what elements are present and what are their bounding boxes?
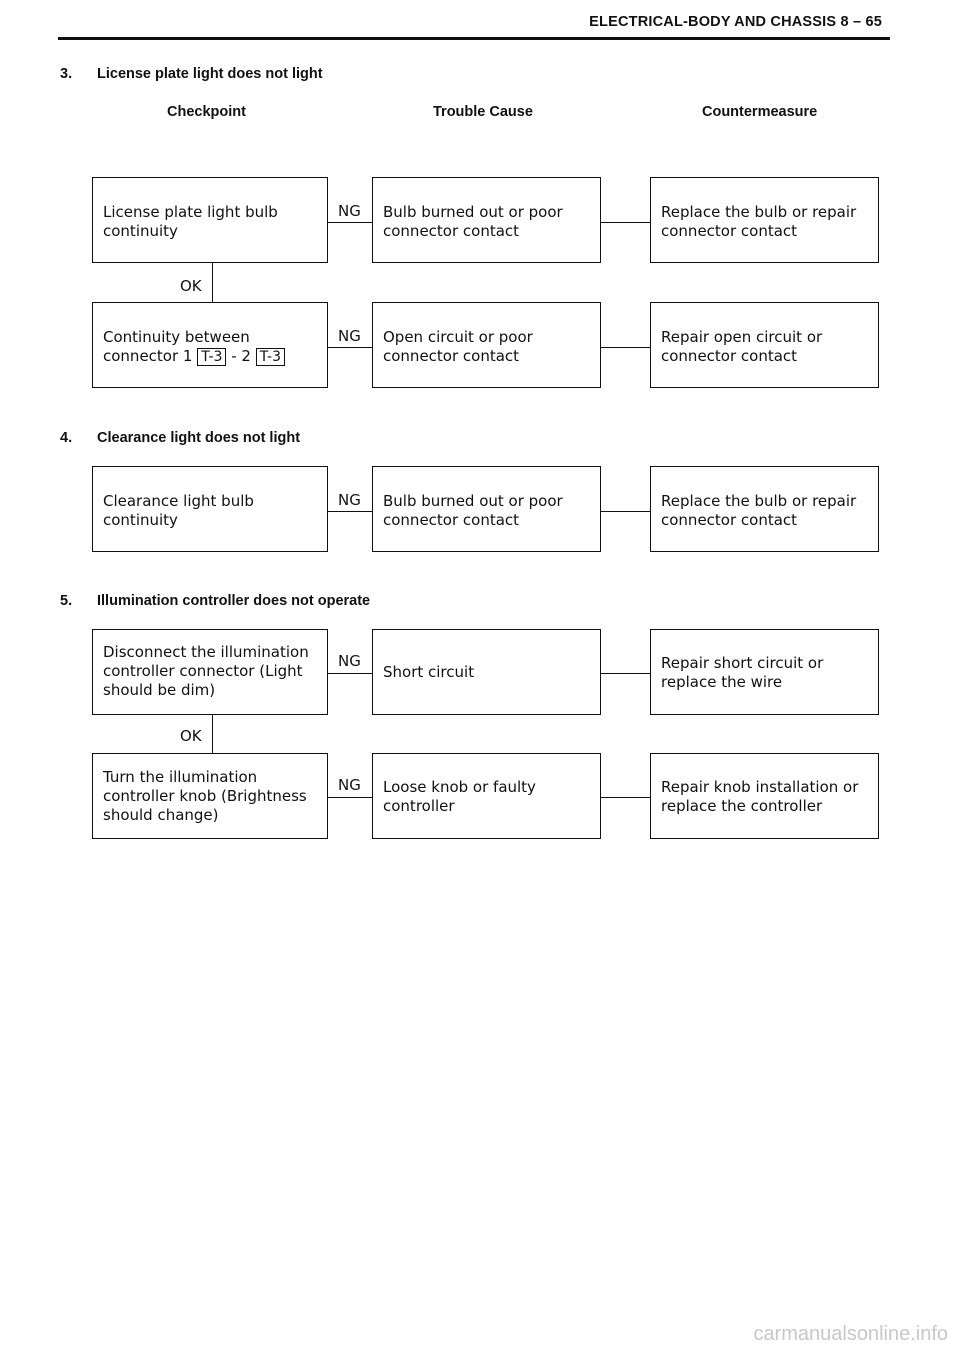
checkpoint-text: Disconnect the illumination controller connector (Light should be dim) — [103, 643, 309, 699]
column-countermeasure: Countermeasure — [702, 104, 818, 120]
section-number: 5. — [60, 593, 73, 609]
checkpoint-text: Turn the illumination controller knob (Brightness should change) — [103, 768, 307, 824]
checkpoint-box — [92, 466, 328, 552]
trouble-cause-text: Bulb burned out or poor connector contact — [383, 492, 563, 529]
section-number: 3. — [60, 66, 73, 82]
trouble-cause-text: Short circuit — [383, 663, 475, 681]
ng-connector-line — [327, 797, 373, 798]
countermeasure-box — [650, 302, 879, 388]
ok-connector-line — [212, 262, 213, 303]
ng-label: NG — [338, 327, 361, 345]
ng-label: NG — [338, 652, 361, 670]
trouble-cause-box — [372, 466, 601, 552]
ng-connector-line — [327, 347, 373, 348]
checkpoint-text — [103, 328, 321, 366]
section-title-text: License plate light does not light — [97, 66, 323, 82]
connector-code: T-3 — [256, 348, 285, 366]
section-3-title — [60, 66, 323, 82]
checkpoint-box — [92, 302, 328, 388]
countermeasure-text: Repair open circuit or connector contact — [661, 328, 823, 365]
countermeasure-box — [650, 466, 879, 552]
ok-label: OK — [180, 727, 202, 745]
trouble-cause-box — [372, 302, 601, 388]
checkpoint-text-part: - 2 — [231, 347, 251, 365]
countermeasure-box — [650, 177, 879, 263]
countermeasure-text: Replace the bulb or repair connector contact — [661, 203, 857, 240]
section-title-text: Clearance light does not light — [97, 430, 301, 446]
trouble-cause-text: Open circuit or poor connector contact — [383, 328, 533, 365]
column-trouble-cause: Trouble Cause — [433, 104, 533, 120]
checkpoint-text: Clearance light bulb continuity — [103, 492, 254, 529]
trouble-cause-text: Bulb burned out or poor connector contact — [383, 203, 563, 240]
cause-fix-connector-line — [600, 797, 651, 798]
watermark-text: carmanualsonline.info — [753, 1323, 948, 1345]
checkpoint-box — [92, 177, 328, 263]
trouble-cause-box — [372, 177, 601, 263]
checkpoint-box — [92, 753, 328, 839]
ng-label: NG — [338, 491, 361, 509]
trouble-cause-text: Loose knob or faulty controller — [383, 778, 536, 815]
page-header: ELECTRICAL-BODY AND CHASSIS 8 – 65 — [589, 14, 882, 30]
section-title-text: Illumination controller does not operate — [97, 593, 371, 609]
section-5-title — [60, 593, 370, 609]
countermeasure-text: Repair short circuit or replace the wire — [661, 654, 824, 691]
countermeasure-text: Repair knob installation or replace the controller — [661, 778, 859, 815]
countermeasure-box — [650, 753, 879, 839]
checkpoint-text: License plate light bulb continuity — [103, 203, 278, 240]
cause-fix-connector-line — [600, 222, 651, 223]
cause-fix-connector-line — [600, 511, 651, 512]
trouble-cause-box — [372, 629, 601, 715]
section-4-title — [60, 430, 300, 446]
connector-code: T-3 — [197, 348, 226, 366]
countermeasure-text: Replace the bulb or repair connector contact — [661, 492, 857, 529]
checkpoint-text-part: Continuity between connector 1 — [103, 328, 250, 365]
checkpoint-box — [92, 629, 328, 715]
cause-fix-connector-line — [600, 673, 651, 674]
ng-connector-line — [327, 673, 373, 674]
section-number: 4. — [60, 430, 73, 446]
column-checkpoint: Checkpoint — [167, 104, 246, 120]
ok-connector-line — [212, 714, 213, 754]
ng-label: NG — [338, 776, 361, 794]
cause-fix-connector-line — [600, 347, 651, 348]
ng-connector-line — [327, 511, 373, 512]
header-rule — [58, 37, 890, 40]
ng-connector-line — [327, 222, 373, 223]
countermeasure-box — [650, 629, 879, 715]
ng-label: NG — [338, 202, 361, 220]
ok-label: OK — [180, 277, 202, 295]
trouble-cause-box — [372, 753, 601, 839]
